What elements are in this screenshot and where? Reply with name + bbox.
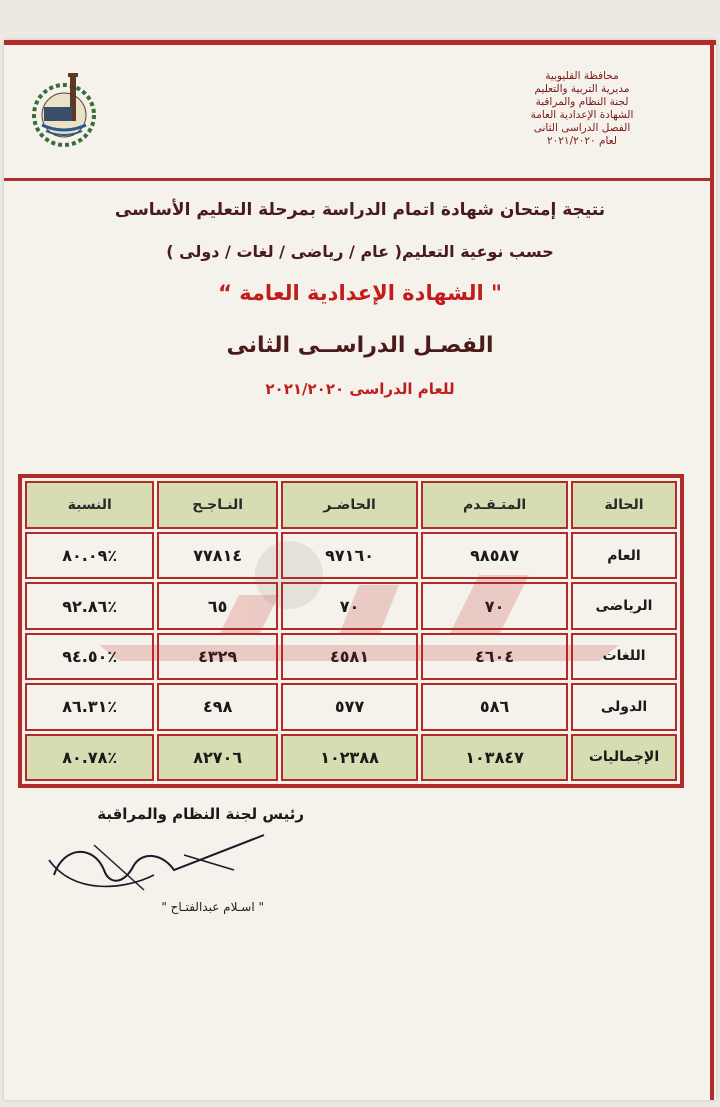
cell-attendees: ٧٠ — [281, 582, 418, 629]
row-label: الدولى — [571, 683, 677, 730]
cell-passed: ٤٣٢٩ — [157, 633, 278, 680]
table-row — [25, 582, 677, 629]
document-page — [4, 40, 716, 1100]
semester-title: الفصـل الدراســى الثانى — [226, 333, 494, 358]
total-percentage: ٪٨٠.٧٨ — [25, 734, 154, 781]
header-percentage: النسبة — [25, 481, 154, 529]
document-titles — [4, 200, 716, 398]
header-red-rule — [4, 178, 710, 181]
cell-applicants: ٤٦٠٤ — [421, 633, 568, 680]
table-row — [25, 683, 677, 730]
table-row — [25, 633, 677, 680]
total-attendees: ١٠٢٣٨٨ — [281, 734, 418, 781]
header-status: الحالة — [571, 481, 677, 529]
cell-attendees: ٤٥٨١ — [281, 633, 418, 680]
header-applicants: المتـقـدم — [421, 481, 568, 529]
row-label: اللغات — [571, 633, 677, 680]
academic-year: لعام ٢٠٢١/٢٠٢٠ — [547, 135, 617, 147]
governorate-name: محافظة القليوبية — [545, 70, 619, 82]
certificate-title: " الشهادة الإعدادية العامة “ — [218, 281, 502, 305]
cell-applicants: ٩٨٥٨٧ — [421, 532, 568, 579]
cell-percentage: ٪٩٢.٨٦ — [25, 582, 154, 629]
directorate-name: مديرية التربية والتعليم — [534, 83, 630, 95]
committee-name: لجنة النظام والمراقبة — [535, 96, 629, 108]
header-attendees: الحاضـر — [281, 481, 418, 529]
cell-attendees: ٥٧٧ — [281, 683, 418, 730]
total-passed: ٨٢٧٠٦ — [157, 734, 278, 781]
certificate-name: الشهادة الإعدادية العامة — [530, 109, 634, 121]
totals-label: الإجماليات — [571, 734, 677, 781]
row-label: الرياضى — [571, 582, 677, 629]
cell-passed: ٤٩٨ — [157, 683, 278, 730]
cell-passed: ٦٥ — [157, 582, 278, 629]
subtitle-education-types: حسب نوعية التعليم( عام / رياضى / لغات / دولى ) — [166, 242, 554, 261]
top-red-rule — [4, 40, 716, 45]
row-label: العام — [571, 532, 677, 579]
results-table-frame — [18, 474, 684, 788]
cell-percentage: ٪٨٠.٠٩ — [25, 532, 154, 579]
signatory-title: رئيس لجنة النظام والمراقبة — [97, 805, 304, 823]
header-passed: النـاجـح — [157, 481, 278, 529]
table-header-row — [25, 481, 677, 529]
year-title: للعام الدراسى ٢٠٢١/٢٠٢٠ — [265, 380, 455, 398]
semester-name: الفصل الدراسى الثانى — [533, 122, 631, 134]
cell-passed: ٧٧٨١٤ — [157, 532, 278, 579]
table-row — [25, 532, 677, 579]
cell-percentage: ٪٩٤.٥٠ — [25, 633, 154, 680]
totals-row — [25, 734, 677, 781]
cell-attendees: ٩٧١٦٠ — [281, 532, 418, 579]
governorate-emblem-icon — [24, 65, 104, 155]
cell-applicants: ٧٠ — [421, 582, 568, 629]
handwritten-signature-icon — [34, 815, 294, 905]
signature-block — [34, 805, 304, 945]
cell-percentage: ٪٨٦.٣١ — [25, 683, 154, 730]
side-red-rule — [710, 40, 714, 1100]
total-applicants: ١٠٣٨٤٧ — [421, 734, 568, 781]
cell-applicants: ٥٨٦ — [421, 683, 568, 730]
results-table — [22, 478, 680, 784]
organization-header — [472, 70, 692, 148]
signatory-name: " اسـلام عبدالفتـاح " — [161, 900, 264, 914]
main-title: نتيجة إمتحان شهادة اتمام الدراسة بمرحلة التعليم الأساسى — [114, 200, 606, 220]
